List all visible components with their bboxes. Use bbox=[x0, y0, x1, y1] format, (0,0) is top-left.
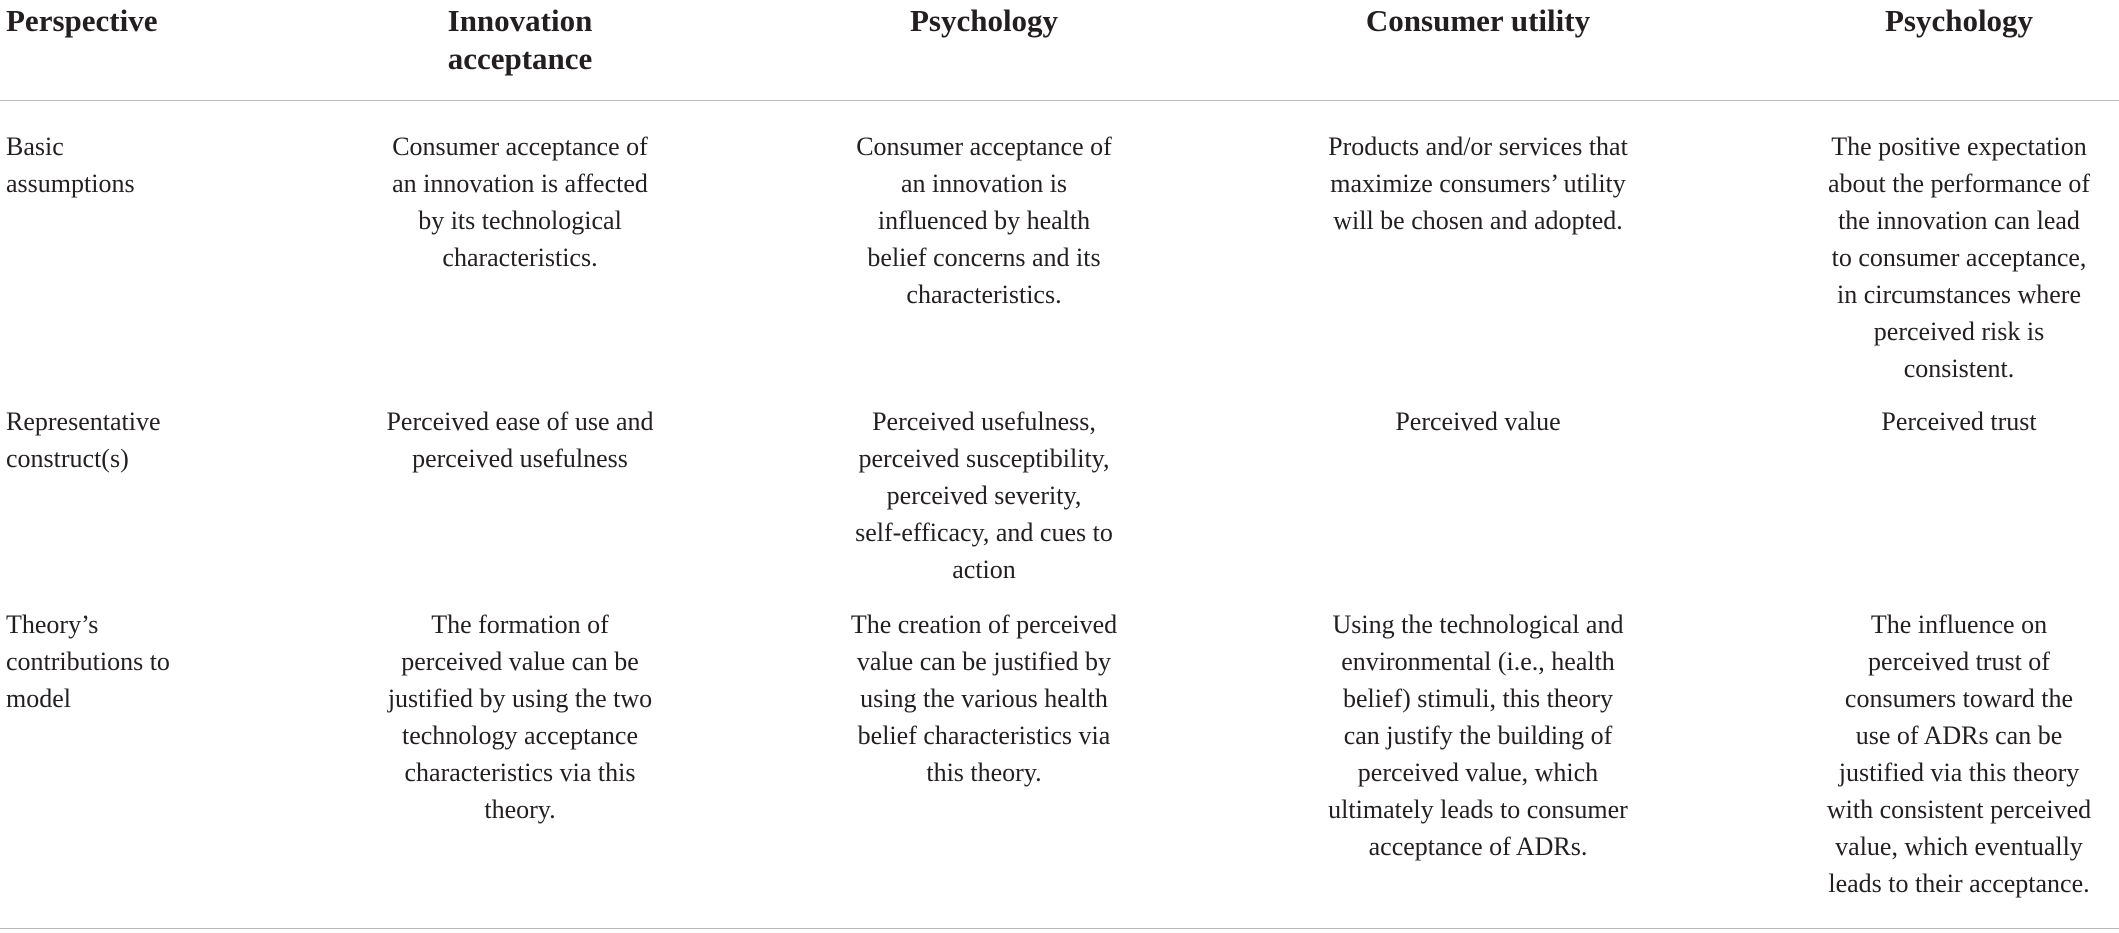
row-label-representative-constructs: Representative construct(s) bbox=[6, 407, 161, 473]
table-cell: Consumer acceptance of an innovation is affected by its technological characteristics. bbox=[392, 132, 648, 272]
row-label-basic-assumptions: Basic assumptions bbox=[6, 132, 135, 198]
table-cell: The influence on perceived trust of consumers toward the use of ADRs can be justified via this theory with consistent perceived value, which eventually leads to their acceptance. bbox=[1826, 610, 2092, 898]
table-cell: Perceived usefulness, perceived susceptibility, perceived severity, self-efficacy, and cues to action bbox=[855, 407, 1113, 584]
table-cell: Consumer acceptance of an innovation is influenced by health belief concerns and its characteristics. bbox=[856, 132, 1112, 309]
header-innovation-acceptance: Innovation acceptance bbox=[447, 3, 593, 76]
table-cell: Perceived ease of use and perceived usefulness bbox=[386, 407, 654, 473]
table-cell: Products and/or services that maximize consumers’ utility will be chosen and adopted. bbox=[1328, 132, 1628, 235]
header-psychology-1: Psychology bbox=[909, 3, 1059, 38]
table-cell: The creation of perceived value can be justified by using the various health belief characteristics via this theory. bbox=[850, 610, 1118, 787]
header-consumer-utility: Consumer utility bbox=[1365, 3, 1591, 38]
header-psychology-2: Psychology bbox=[1884, 3, 2034, 38]
table-bottom-rule bbox=[0, 928, 2119, 929]
header-divider bbox=[0, 100, 2119, 101]
table-cell: Perceived trust bbox=[1881, 407, 2037, 436]
table-cell: Using the technological and environmental (i.e., health belief) stimuli, this theory can justify the building of perceived value, which ultimately leads to consumer acceptance of ADRs. bbox=[1328, 610, 1628, 861]
row-label-theory-contributions: Theory’s contributions to model bbox=[6, 610, 170, 713]
table-cell: The positive expectation about the performance of the innovation can lead to consumer acceptance, in circumstances where perceived risk is consistent. bbox=[1827, 132, 2091, 383]
table-cell: The formation of perceived value can be justified by using the two technology acceptance characteristics via this theory. bbox=[387, 610, 653, 824]
header-perspective: Perspective bbox=[6, 3, 158, 38]
table-cell: Perceived value bbox=[1395, 407, 1561, 436]
